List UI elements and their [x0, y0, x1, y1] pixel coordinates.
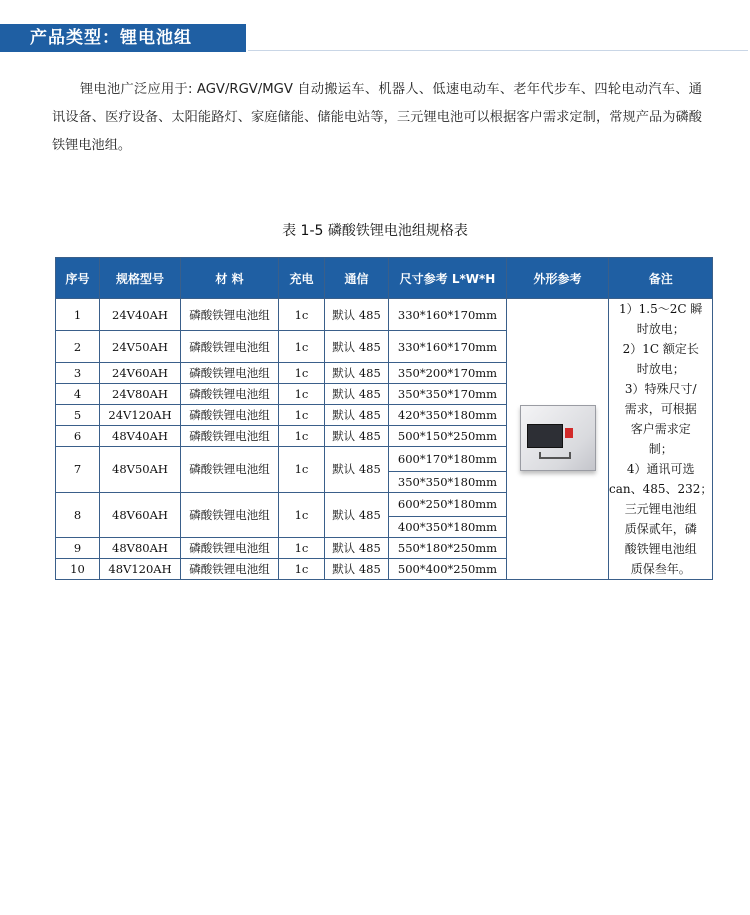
header-model: 规格型号: [100, 258, 181, 299]
table-row: [56, 299, 713, 331]
header-comm: 通信: [325, 258, 389, 299]
cell-model: 24V80AH: [100, 384, 181, 405]
note-line: can、485、232；: [609, 482, 713, 496]
battery-pack-image: [516, 399, 600, 479]
cell-comm: 默认 485: [325, 331, 389, 363]
battery-case: [520, 405, 596, 471]
header-appearance: 外形参考: [507, 258, 609, 299]
header-size: 尺寸参考 L*W*H: [389, 258, 507, 299]
cell-material: 磷酸铁锂电池组: [181, 363, 279, 384]
header-material: 材 料: [181, 258, 279, 299]
intro-paragraph: 锂电池广泛应用于: AGV/RGV/MGV 自动搬运车、机器人、低速电动车、老年代步车、四轮电动汽车、通讯设备、医疗设备、太阳能路灯、家庭储能、储能电站等，三元锂电池可以根据客户需求定制，常规产品为磷酸铁锂电池组。: [52, 82, 702, 153]
note-line: 2）1C 额定长: [622, 342, 699, 356]
cell-size: 330*160*170mm: [389, 299, 507, 331]
cell-charge: 1c: [279, 559, 325, 580]
cell-model: 24V40AH: [100, 299, 181, 331]
cell-comm: 默认 485: [325, 363, 389, 384]
cell-comm: 默认 485: [325, 426, 389, 447]
cell-no: 5: [56, 405, 100, 426]
cell-no: 1: [56, 299, 100, 331]
note-line: 需求，可根据: [624, 402, 697, 416]
cell-size: 400*350*180mm: [389, 517, 507, 538]
cell-size: 500*400*250mm: [389, 559, 507, 580]
battery-handle: [539, 452, 571, 459]
cell-model: 48V120AH: [100, 559, 181, 580]
cell-material: 磷酸铁锂电池组: [181, 426, 279, 447]
note-line: 4）通讯可选: [626, 462, 695, 476]
note-line: 三元锂电池组: [624, 502, 697, 516]
appearance-cell: [507, 299, 609, 580]
note-line: 酸铁锂电池组: [624, 542, 697, 556]
cell-charge: 1c: [279, 447, 325, 493]
cell-size: 350*350*170mm: [389, 384, 507, 405]
cell-model: 48V60AH: [100, 492, 181, 538]
battery-panel: [527, 424, 563, 448]
battery-terminal: [565, 428, 573, 438]
cell-material: 磷酸铁锂电池组: [181, 447, 279, 493]
cell-size: 420*350*180mm: [389, 405, 507, 426]
header-notes: 备注: [609, 258, 713, 299]
cell-no: 8: [56, 492, 100, 538]
banner-separator: [243, 24, 246, 52]
cell-model: 24V60AH: [100, 363, 181, 384]
cell-comm: 默认 485: [325, 559, 389, 580]
cell-comm: 默认 485: [325, 384, 389, 405]
cell-material: 磷酸铁锂电池组: [181, 331, 279, 363]
cell-no: 10: [56, 559, 100, 580]
cell-material: 磷酸铁锂电池组: [181, 405, 279, 426]
cell-charge: 1c: [279, 363, 325, 384]
banner-underline: [248, 50, 748, 51]
cell-model: 48V40AH: [100, 426, 181, 447]
cell-material: 磷酸铁锂电池组: [181, 384, 279, 405]
cell-size: 600*170*180mm: [389, 447, 507, 472]
cell-no: 7: [56, 447, 100, 493]
cell-material: 磷酸铁锂电池组: [181, 538, 279, 559]
note-line: 制；: [648, 442, 673, 456]
note-line: 时放电；: [636, 322, 685, 336]
cell-size: 600*250*180mm: [389, 492, 507, 517]
cell-model: 24V120AH: [100, 405, 181, 426]
note-line: 1）1.5～2C 瞬: [619, 302, 703, 316]
cell-material: 磷酸铁锂电池组: [181, 492, 279, 538]
cell-model: 24V50AH: [100, 331, 181, 363]
cell-comm: 默认 485: [325, 492, 389, 538]
cell-comm: 默认 485: [325, 405, 389, 426]
cell-material: 磷酸铁锂电池组: [181, 299, 279, 331]
header-charge: 充电: [279, 258, 325, 299]
cell-size: 350*350*180mm: [389, 471, 507, 492]
cell-comm: 默认 485: [325, 538, 389, 559]
cell-size: 500*150*250mm: [389, 426, 507, 447]
cell-size: 330*160*170mm: [389, 331, 507, 363]
cell-no: 3: [56, 363, 100, 384]
note-line: 质保叁年。: [630, 562, 691, 576]
cell-charge: 1c: [279, 331, 325, 363]
cell-no: 4: [56, 384, 100, 405]
note-line: 质保贰年，磷: [624, 522, 697, 536]
cell-comm: 默认 485: [325, 299, 389, 331]
cell-charge: 1c: [279, 299, 325, 331]
cell-no: 9: [56, 538, 100, 559]
product-type-banner: [0, 24, 243, 52]
header-no: 序号: [56, 258, 100, 299]
cell-charge: 1c: [279, 492, 325, 538]
cell-no: 6: [56, 426, 100, 447]
spec-table: [55, 257, 713, 580]
product-type-title: 产品类型：锂电池组: [30, 28, 192, 48]
cell-size: 550*180*250mm: [389, 538, 507, 559]
note-line: 3）特殊尺寸/: [624, 382, 697, 396]
cell-material: 磷酸铁锂电池组: [181, 559, 279, 580]
cell-model: 48V80AH: [100, 538, 181, 559]
table-header-row: [56, 258, 713, 299]
note-line: 客户需求定: [630, 422, 691, 436]
cell-charge: 1c: [279, 426, 325, 447]
cell-comm: 默认 485: [325, 447, 389, 493]
cell-no: 2: [56, 331, 100, 363]
notes-cell: [609, 299, 713, 580]
cell-charge: 1c: [279, 538, 325, 559]
cell-model: 48V50AH: [100, 447, 181, 493]
note-line: 时放电；: [636, 362, 685, 376]
cell-charge: 1c: [279, 405, 325, 426]
table-caption: 表 1-5 磷酸铁锂电池组规格表: [282, 223, 468, 239]
cell-size: 350*200*170mm: [389, 363, 507, 384]
cell-charge: 1c: [279, 384, 325, 405]
